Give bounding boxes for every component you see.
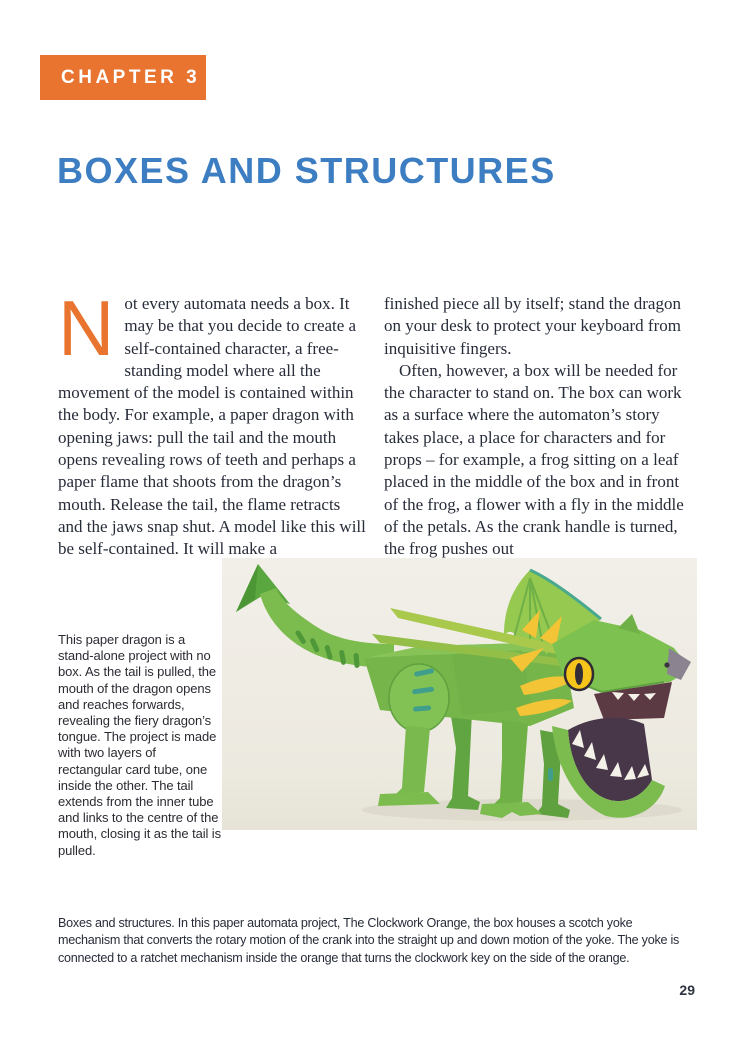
bottom-caption: Boxes and structures. In this paper automata project, The Clockwork Orange, the box houses a scotch yoke mechanism that converts the rotary motion of the crank into the straight up and down motion of the yoke. The yoke is connected to a ratchet mechanism inside the orange that turns the clockwork key on the side of the orange.	[58, 916, 680, 965]
body-column-left	[58, 284, 368, 561]
chapter-label: CHAPTER 3	[61, 66, 201, 88]
page-number: 29	[679, 982, 695, 998]
body-paragraph-2: finished piece all by itself; stand the dragon on your desk to protect your keyboard from inquisitive fingers.	[384, 294, 681, 358]
body-column-right	[384, 293, 694, 561]
page-title: BOXES AND STRUCTURES	[57, 150, 556, 191]
body-paragraph-1: ot every automata needs a box. It may be that you decide to create a self-contained character, a free-standing model where all the movement of the model is contained within the body. For example, a paper dragon with opening jaws: pull the tail and the mouth opens revealing rows of teeth and perhaps a paper flame that shoots from the dragon’s mouth. Release the tail, the flame retracts and the jaws snap shut. A model like this will be self-contained. It will make a	[58, 294, 366, 559]
body-paragraph-3: Often, however, a box will be needed for the character to stand on. The box can work as a surface where the automaton’s story takes place, a place for characters and for props – for example, a frog sitting on a leaf placed in the middle of the box and in front of the frog, a flower with a fly in the middle of the petals. As the crank handle is turned, the frog pushes out	[384, 360, 684, 559]
dragon-photo	[222, 558, 697, 830]
drop-cap: N	[58, 284, 115, 372]
paper-dragon-illustration	[222, 558, 697, 830]
side-caption: This paper dragon is a stand-alone project with no box. As the tail is pulled, the mouth of the dragon opens and reaches forwards, revealing the fiery dragon’s tongue. The project is made with two layers of rectangular card tube, one inside the other. The tail extends from the inner tube and links to the centre of the mouth, closing it as the tail is pulled.	[58, 632, 221, 858]
chapter-banner	[40, 55, 206, 100]
